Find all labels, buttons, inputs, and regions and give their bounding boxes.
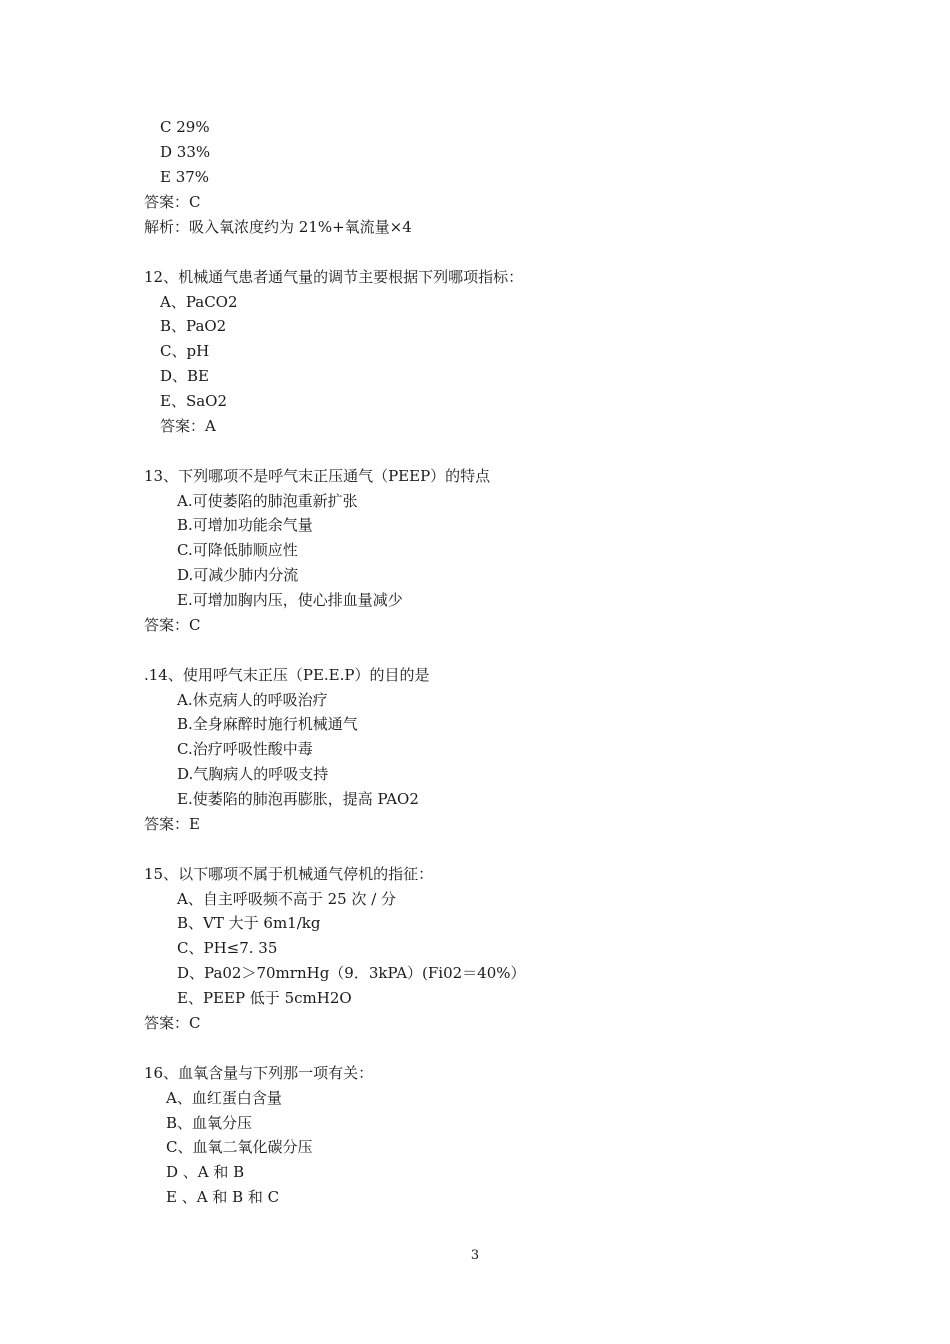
option-b-q14: B.全身麻醉时施行机械通气 [177, 715, 358, 733]
option-c-q13: C.可降低肺顺应性 [177, 541, 298, 559]
answer-q12: 答案：A [160, 417, 216, 435]
option-d-q14: D.气胸病人的呼吸支持 [177, 765, 329, 783]
option-e-q13: E.可增加胸内压，使心排血量减少 [177, 591, 403, 609]
page-number: 3 [470, 1248, 480, 1263]
option-c-q11: C 29% [160, 118, 210, 136]
option-e-q11: E 37% [160, 168, 210, 186]
answer-q13: 答案：C [144, 616, 201, 634]
option-a-q12: A、PaCO2 [160, 293, 238, 311]
question-16: 16、血氧含量与下列那一项有关： [144, 1064, 374, 1082]
option-c-q12: C、pH [160, 342, 210, 360]
option-d-q12: D、BE [160, 367, 209, 385]
option-a-q16: A、血红蛋白含量 [166, 1089, 282, 1107]
option-d-q16: D 、A 和 B [166, 1163, 245, 1181]
option-a-q15: A、自主呼吸频不高于 25 次 / 分 [177, 890, 397, 908]
option-e-q14: E.使萎陷的肺泡再膨胀，提高 PAO2 [177, 790, 419, 808]
option-b-q13: B.可增加功能余气量 [177, 516, 313, 534]
option-c-q14: C.治疗呼吸性酸中毒 [177, 740, 313, 758]
option-d-q11: D 33% [160, 143, 211, 161]
question-14: .14、使用呼气末正压（PE.E.P）的目的是 [144, 666, 430, 684]
option-e-q12: E、SaO2 [160, 392, 228, 410]
question-15: 15、以下哪项不属于机械通气停机的指征： [144, 865, 434, 883]
explanation-q11: 解析：吸入氧浓度约为 21%+氧流量×4 [144, 218, 412, 236]
option-b-q15: B、VT 大于 6m1/kg [177, 914, 321, 932]
option-b-q12: B、PaO2 [160, 317, 227, 335]
option-b-q16: B、血氧分压 [166, 1114, 253, 1132]
option-d-q13: D.可减少肺内分流 [177, 566, 299, 584]
answer-q11: 答案：C [144, 193, 201, 211]
answer-q15: 答案：C [144, 1014, 201, 1032]
question-12: 12、机械通气患者通气量的调节主要根据下列哪项指标： [144, 268, 524, 286]
option-a-q13: A.可使萎陷的肺泡重新扩张 [177, 492, 358, 510]
answer-q14: 答案：E [144, 815, 200, 833]
option-d-q15: D、Pa02＞70mrnHg（9．3kPA）(Fi02＝40%） [177, 964, 526, 982]
option-a-q14: A.休克病人的呼吸治疗 [177, 691, 328, 709]
option-c-q15: C、PH≤7. 35 [177, 939, 278, 957]
option-e-q16: E 、A 和 B 和 C [166, 1188, 280, 1206]
option-c-q16: C、血氧二氧化碳分压 [166, 1138, 313, 1156]
question-13: 13、下列哪项不是呼气末正压通气（PEEP）的特点 [144, 467, 491, 485]
option-e-q15: E、PEEP 低于 5cmH2O [177, 989, 352, 1007]
